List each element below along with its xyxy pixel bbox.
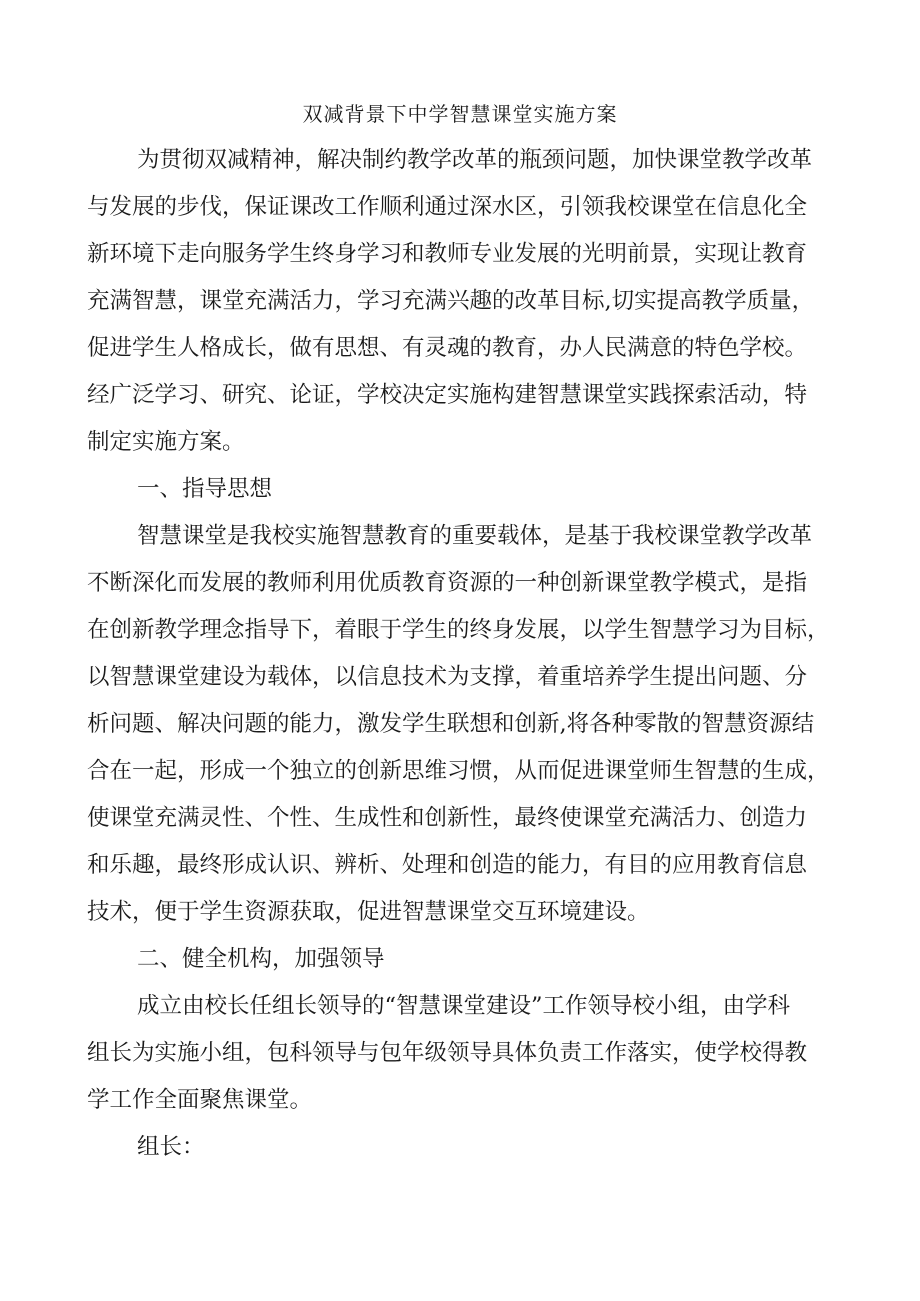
section2-line-1: 成立由校长任组长领导的“智慧课堂建设”工作领导校小组，由学科	[137, 993, 791, 1019]
section1-line-6: 合在一起，形成一个独立的创新思维习惯，从而促进课堂师生智慧的生成，	[87, 758, 830, 784]
section1-line-5: 析问题、解决问题的能力，激发学生联想和创新,将各种零散的智慧资源结	[87, 711, 815, 737]
section-heading-organization: 二、健全机构，加强领导	[137, 946, 385, 972]
section1-line-3: 在创新教学理念指导下，着眼于学生的终身发展，以学生智慧学习为目标，	[87, 617, 830, 643]
intro-line-6: 经广泛学习、研究、论证，学校决定实施构建智慧课堂实践探索活动，特	[87, 382, 808, 408]
section1-line-2: 不断深化而发展的教师利用优质教育资源的一种创新课堂教学模式，是指	[87, 570, 808, 596]
section-heading-guiding-ideology: 一、指导思想	[137, 476, 273, 502]
section1-line-1: 智慧课堂是我校实施智慧教育的重要载体，是基于我校课堂教学改革	[137, 523, 813, 549]
document-title: 双减背景下中学智慧课堂实施方案	[302, 102, 618, 126]
intro-line-1: 为贯彻双减精神，解决制约教学改革的瓶颈问题，加快课堂教学改革	[137, 147, 813, 173]
section1-line-7: 使课堂充满灵性、个性、生成性和创新性，最终使课堂充满活力、创造力	[87, 805, 808, 831]
intro-line-3: 新环境下走向服务学生终身学习和教师专业发展的光明前景，实现让教育	[87, 241, 808, 267]
intro-line-7: 制定实施方案。	[87, 429, 245, 455]
section1-line-4: 以智慧课堂建设为载体，以信息技术为支撑，着重培养学生提出问题、分	[87, 664, 808, 690]
section1-line-9: 技术，便于学生资源获取，促进智慧课堂交互环境建设。	[87, 899, 650, 925]
section1-line-8: 和乐趣，最终形成认识、辨析、处理和创造的能力，有目的应用教育信息	[87, 852, 808, 878]
section2-line-2: 组长为实施小组，包科领导与包年级领导具体负责工作落实，使学校得教	[87, 1040, 808, 1066]
leader-label: 组长：	[137, 1134, 205, 1160]
intro-line-4: 充满智慧，课堂充满活力，学习充满兴趣的改革目标,切实提高教学质量，	[87, 288, 815, 314]
intro-line-2: 与发展的步伐，保证课改工作顺利通过深水区，引领我校课堂在信息化全	[87, 194, 808, 220]
section2-line-3: 学工作全面聚焦课堂。	[87, 1087, 313, 1113]
intro-line-5: 促进学生人格成长，做有思想、有灵魂的教育，办人民满意的特色学校。	[87, 335, 808, 361]
